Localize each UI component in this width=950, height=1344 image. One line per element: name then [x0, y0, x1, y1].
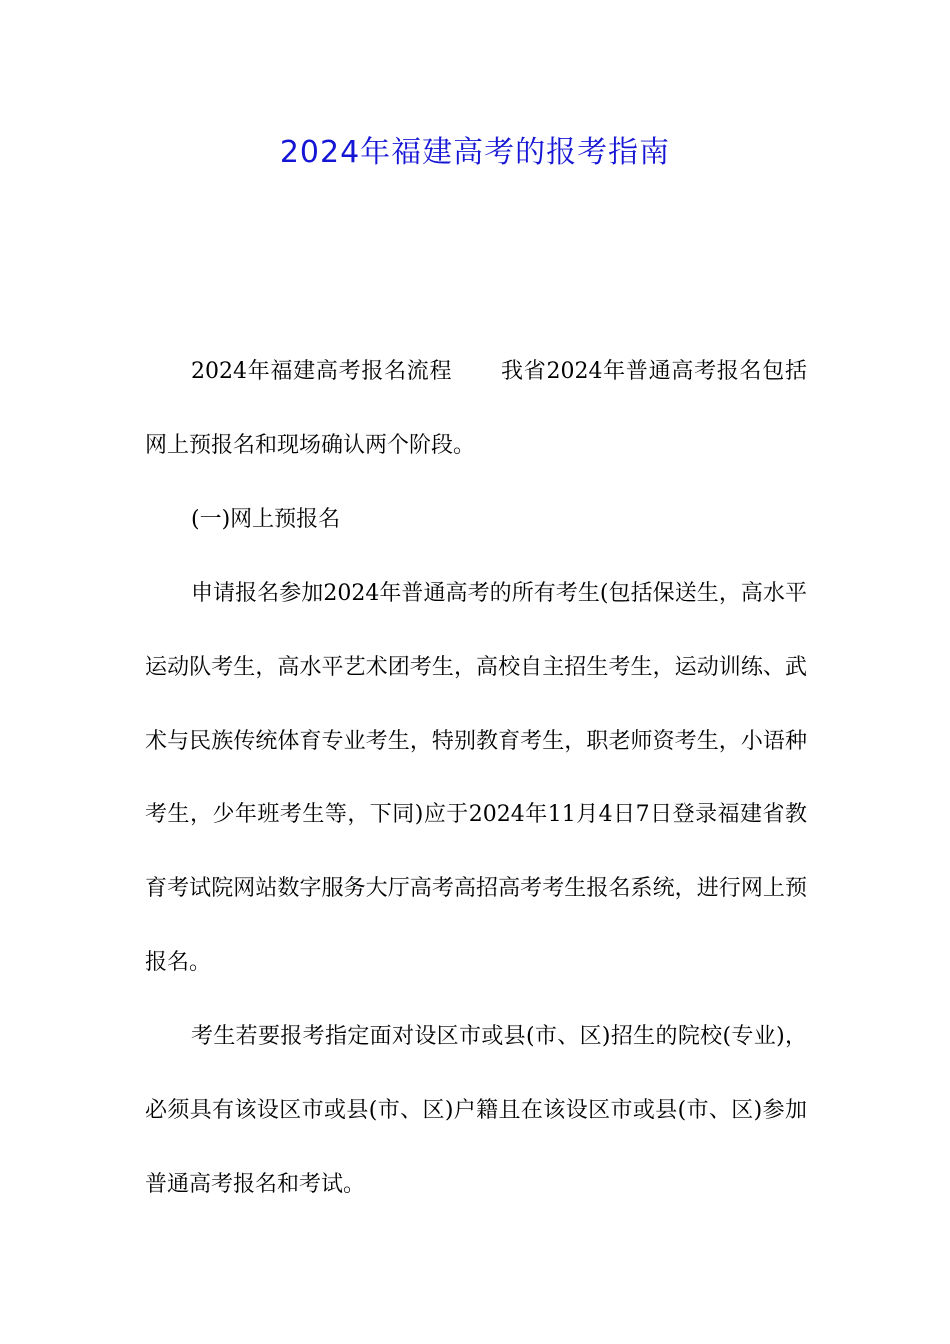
paragraph-text: 我省2024年普通高考报名包括网上预报名和现场确认两个阶段。 [145, 359, 807, 458]
document-body [145, 335, 807, 1222]
paragraph-registration-process [145, 335, 807, 483]
paragraph-residency-requirement: 考生若要报考指定面对设区市或县(市、区)招生的院校(专业)，必须具有该设区市或县(市、区)户籍且在该设区市或县(市、区)参加普通高考报名和考试。 [145, 1024, 807, 1197]
paragraph-online-preregistration-heading: (一)网上预报名 [191, 506, 341, 532]
document-title: 2024年福建高考的报考指南 [279, 135, 671, 170]
paragraph-lead: 2024年福建高考报名流程 [191, 359, 453, 384]
paragraph-applicants: 申请报名参加2024年普通高考的所有考生(包括保送生，高水平运动队考生，高水平艺术团考生，高校自主招生考生，运动训练、武术与民族传统体育专业考生，特别教育考生，职老师资考生，小语种考生，少年班考生等，下同)应于2024年11月4日7日登录福建省教育考试院网站数字服务大厅高考高招高考考生报名系统，进行网上预报名。 [145, 580, 807, 976]
